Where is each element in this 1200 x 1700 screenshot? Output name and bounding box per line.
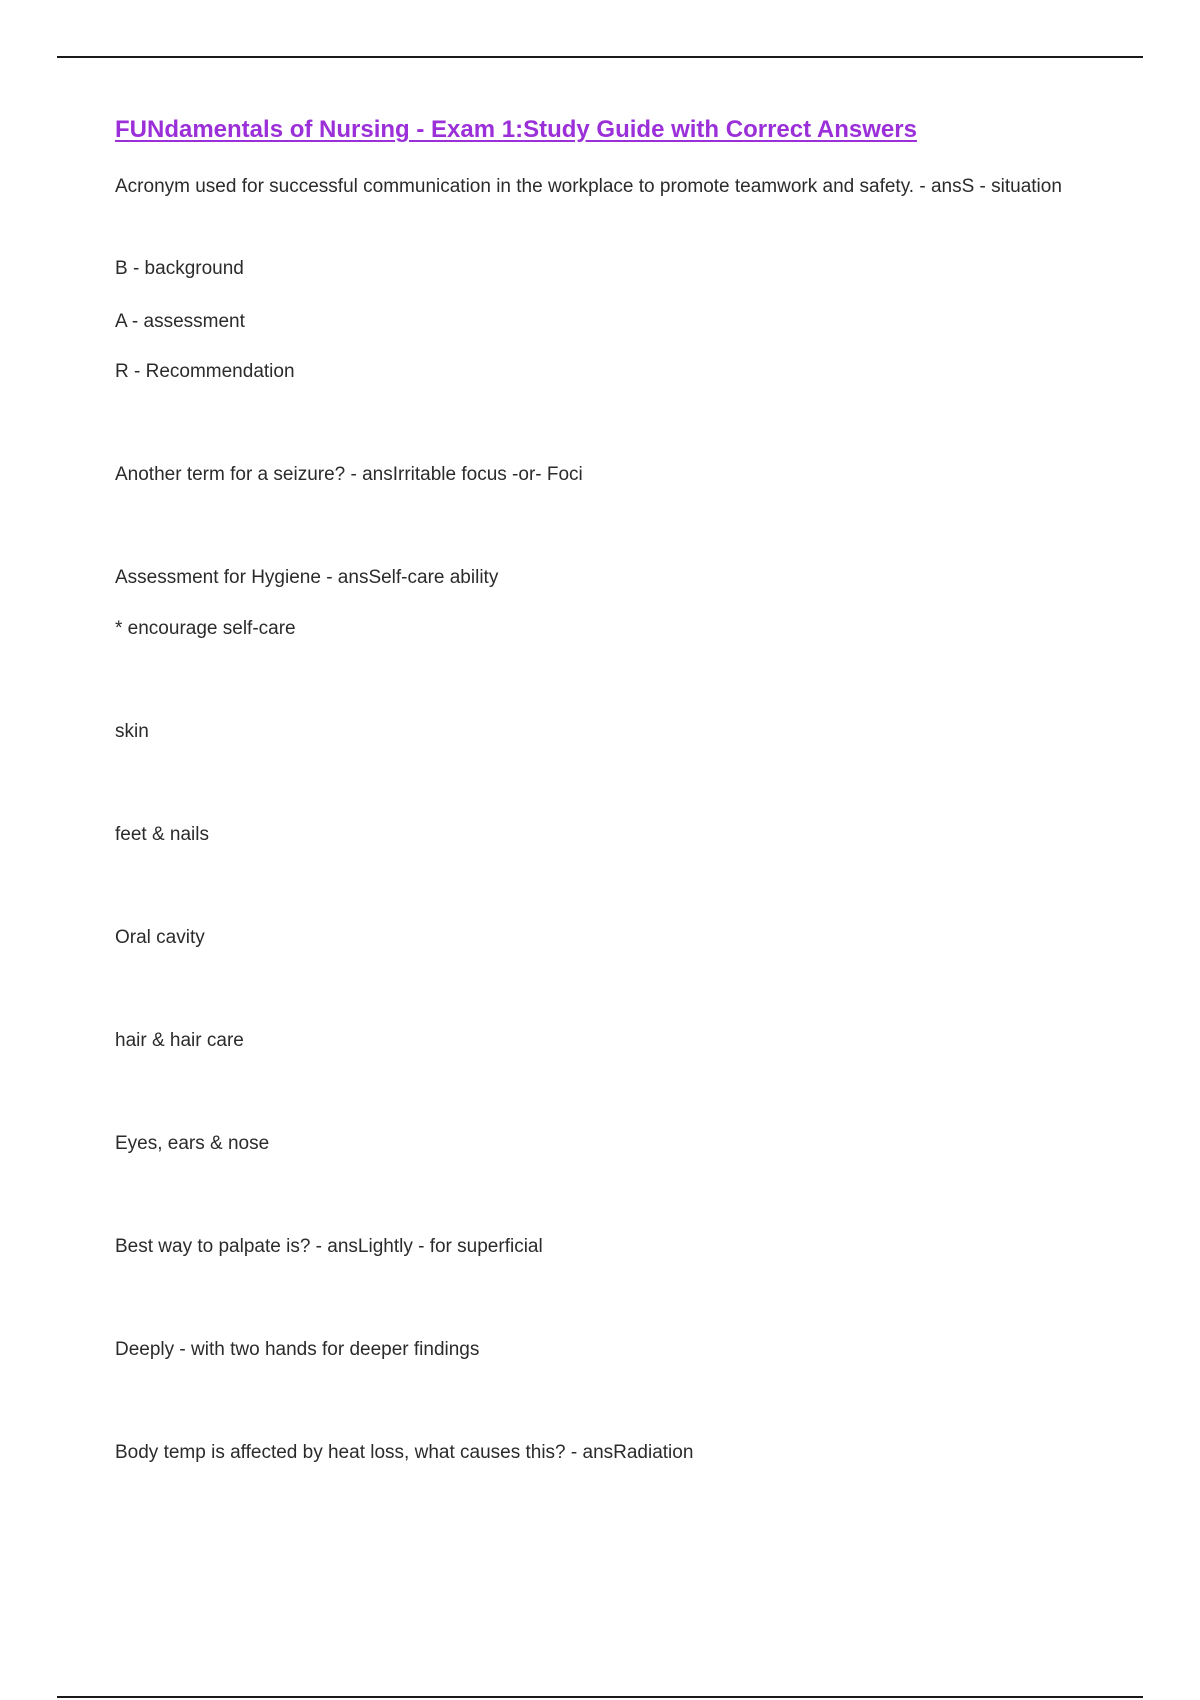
document-title-link[interactable]: FUNdamentals of Nursing - Exam 1:Study Guide with Correct Answers xyxy=(115,116,917,143)
text-line-recommendation: R - Recommendation xyxy=(115,361,295,382)
text-line-seizure: Another term for a seizure? - ansIrritable focus -or- Foci xyxy=(115,464,583,485)
text-line-skin: skin xyxy=(115,721,149,742)
text-line-feet-nails: feet & nails xyxy=(115,824,209,845)
text-line-hygiene: Assessment for Hygiene - ansSelf-care ability xyxy=(115,567,499,588)
text-line-body-temp: Body temp is affected by heat loss, what causes this? - ansRadiation xyxy=(115,1442,694,1463)
text-line-assessment: A - assessment xyxy=(115,311,245,332)
text-line-deeply: Deeply - with two hands for deeper findings xyxy=(115,1339,480,1360)
text-line-background: B - background xyxy=(115,258,244,279)
text-line-palpate: Best way to palpate is? - ansLightly - for superficial xyxy=(115,1236,543,1257)
text-line-oral-cavity: Oral cavity xyxy=(115,927,205,948)
text-line-hair: hair & hair care xyxy=(115,1030,244,1051)
text-line-eyes: Eyes, ears & nose xyxy=(115,1133,270,1154)
text-line-encourage: * encourage self-care xyxy=(115,618,296,639)
footer-rule xyxy=(57,1696,1143,1698)
header-rule xyxy=(57,56,1143,58)
text-line-acronym: Acronym used for successful communication in the workplace to promote teamwork and safety. - ansS - situation xyxy=(115,176,1062,197)
